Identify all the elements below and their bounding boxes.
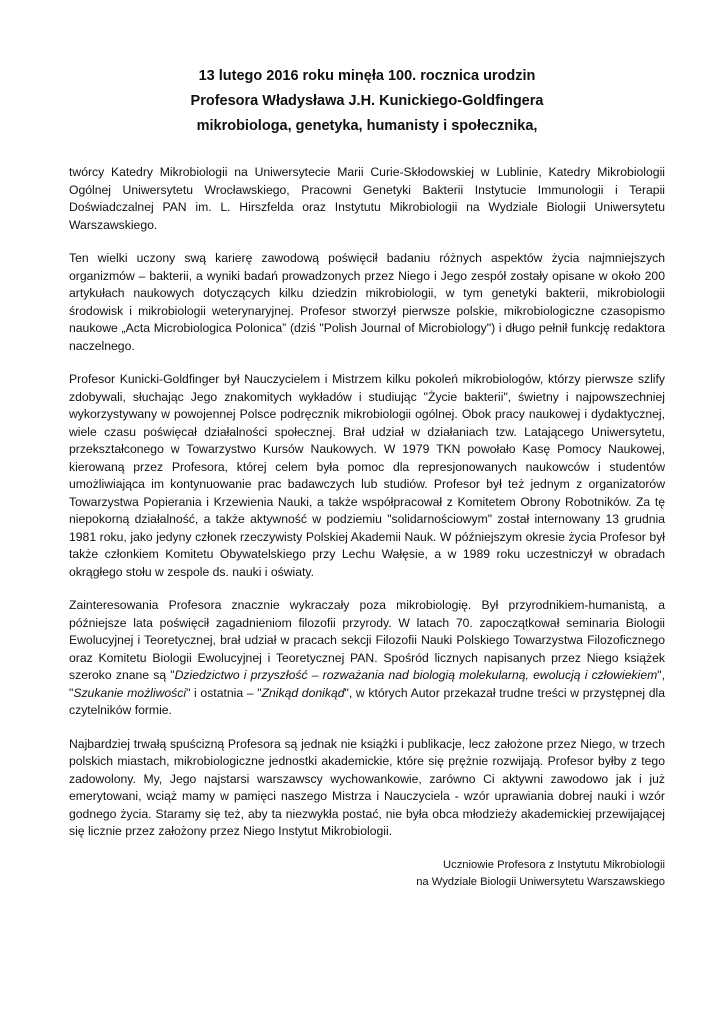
title-line-2: Profesora Władysława J.H. Kunickiego-Goldfingera (190, 93, 544, 109)
book-title-2: Szukanie możliwości (73, 685, 187, 700)
title-line-1: 13 lutego 2016 roku minęła 100. rocznica urodzin (198, 68, 536, 84)
document-page (69, 64, 665, 891)
book-title-3: Znikąd donikąd (261, 685, 345, 700)
paragraph-interests (69, 597, 665, 720)
paragraph-career: Ten wielki uczony swą karierę zawodową poświęcił badaniu różnych aspektów życia najmniejszych organizmów – bakterii, a wyniki badań prowadzonych przez Niego i Jego zespół zostały opisane w około 200 artykułach naukowych dotyczących kilku dziedzin mikrobiologii, w tym genetyki bakterii, mikrobiologii środowisk i mikrobiologii weterynaryjnej. Profesor stworzył pierwsze polskie, mikrobiologiczne czasopismo naukowe „Acta Microbiologica Polonica” (dziś "Polish Journal of Microbiology") i długo pełnił funkcję redaktora naczelnego. (69, 251, 665, 353)
interests-text: Zainteresowania Profesora znacznie wykraczały poza mikrobiologię. Był przyrodnikiem-humanistą, a późniejsze lata poświęcił zagadnieniom filozofii przyrody. W latach 70. zapoczątkował seminaria Biologii Ewolucyjnej i Teoretycznej, brał udział w pracach sekcji Filozofii Nauki Polskiego Towarzystwa Filozoficznego oraz Komitetu Biologii Ewolucyjnej i Teoretycznej PAN. Spośród licznych napisanych przez Niego książek szeroko znane są " (69, 598, 665, 682)
page-title (69, 64, 665, 139)
paragraph-teacher-activist: Profesor Kunicki-Goldfinger był Nauczycielem i Mistrzem kilku pokoleń mikrobiologów, którzy pierwsze szlify zdobywali, słuchając Jego znakomitych wykładów i studiując "Życie bakterii", świetny i najpowszechniej wykorzystywany w powojennej Polsce podręcznik mikrobiologii ogólnej. Obok pracy naukowej i dydaktycznej, wiele czasu poświęcał działalności społecznej. Brał udział w działaniach tzw. Latającego Uniwersytetu, przekształconego w Towarzystwo Kursów Naukowych. W 1979 TKN powołało Kasę Pomocy Naukowej, kierowaną przez Profesora, której celem była pomoc dla represjonowanych naukowców i studentów umożliwiająca im kontynuowanie prac badawczych lub studiów. Profesor był też jednym z organizatorów Towarzystwa Popierania i Krzewienia Nauki, a także współpracował z Komitetem Obrony Robotników. Za tę niepokorną działalność, a także aktywność w podziemiu "solidarnościowym" został internowany 13 grudnia 1981 roku, jako jedyny członek rzeczywisty Polskiej Akademii Nauk. W późniejszym okresie życia Profesor był także członkiem Komitetu Obywatelskiego przy Lechu Wałęsie, a w 1989 roku uczestniczył w obradach okrągłego stołu w zespole ds. nauki i oświaty. (69, 372, 665, 579)
interests-text-end: ", w których Autor przekazał trudne treści w przystępnej dla czytelników formie. (69, 685, 666, 717)
signature (69, 857, 665, 891)
separator-2: " i ostatnia – " (186, 685, 262, 700)
signature-line-2: na Wydziale Biologii Uniwersytetu Warszawskiego (416, 875, 665, 888)
separator-1: ", " (69, 668, 665, 700)
paragraph-legacy: Najbardziej trwałą spuścizną Profesora są jednak nie książki i publikacje, lecz założone przez Niego, w trzech polskich miastach, mikrobiologiczne jednostki akademickie, które się prężnie rozwijają. Profesor byłby z tego zadowolony. My, Jego najstarsi warszawscy wychowankowie, zarówno Ci aktywni zawodowo jak i już emerytowani, wciąż mamy w pamięci naszego Mistrza i Nauczyciela - wzór uprawiania dobrej nauki i wzór godnego życia. Staramy się też, aby ta niezwykła postać, nie była obca młodzieży akademickiej przewijającej się licznie przez założony przez Niego Instytut Mikrobiologii. (69, 736, 665, 838)
paragraph-founding: twórcy Katedry Mikrobiologii na Uniwersytecie Marii Curie-Skłodowskiej w Lublinie, Katedry Mikrobiologii Ogólnej Uniwersytetu Wrocławskiego, Pracowni Genetyki Bakterii Instytucie Immunologii i Terapii Doświadczalnej PAN im. L. Hirszfelda oraz Instytutu Mikrobiologii na Wydziale Biologii Uniwersytetu Warszawskiego. (69, 165, 665, 232)
title-line-3: mikrobiologa, genetyka, humanisty i społecznika, (196, 118, 538, 134)
book-title-1: Dziedzictwo i przyszłość – rozważania nad biologią molekularną, ewolucją i człowiekiem (174, 668, 658, 682)
signature-line-1: Uczniowie Profesora z Instytutu Mikrobiologii (443, 858, 665, 871)
